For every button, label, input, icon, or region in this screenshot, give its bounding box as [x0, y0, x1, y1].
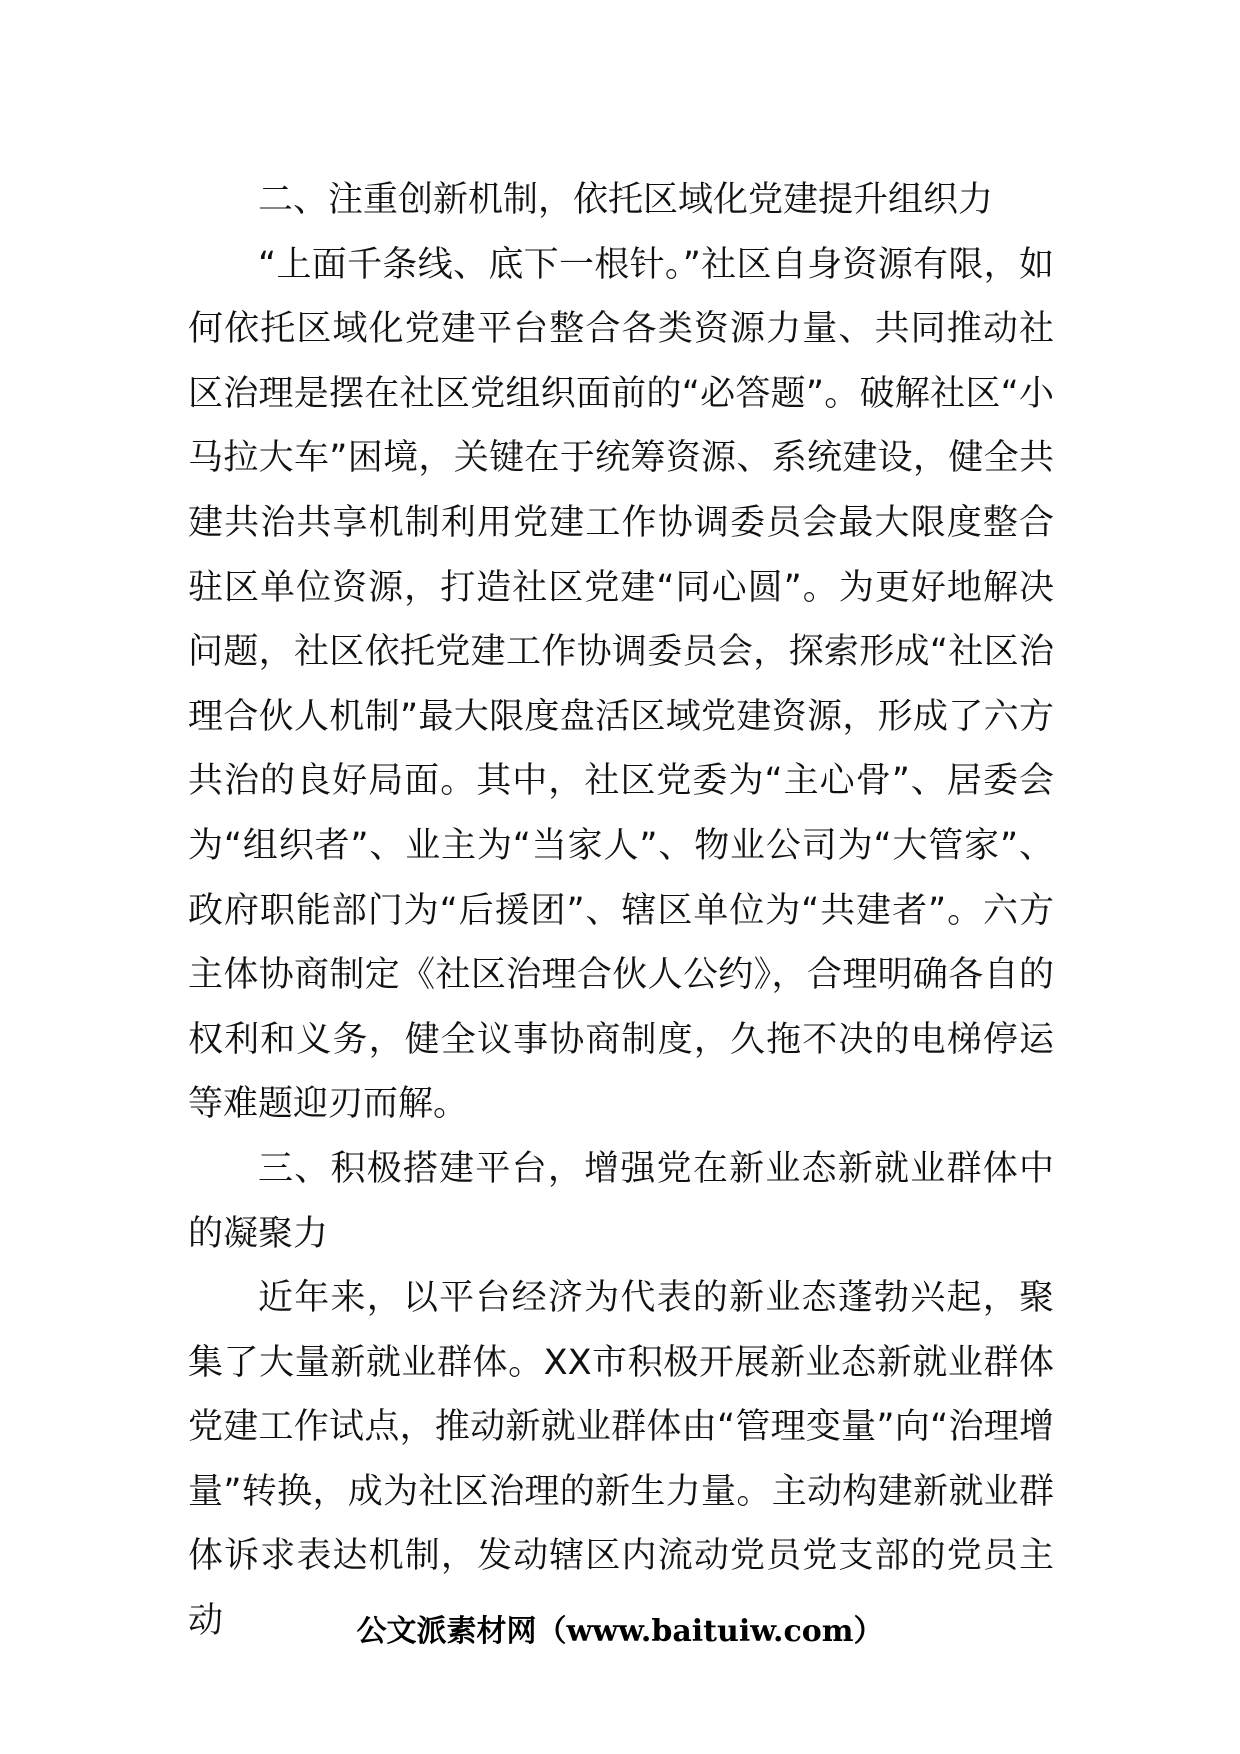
- section-heading-3: 三、积极搭建平台，增强党在新业态新就业群体中的凝聚力: [188, 1148, 1054, 1254]
- section-heading-2: 二、注重创新机制，依托区域化党建提升组织力: [258, 180, 994, 220]
- footer-watermark: 公文派素材网（www.baituiw.com）: [356, 1614, 884, 1649]
- body-paragraph-2: 近年来，以平台经济为代表的新业态蓬勃兴起，聚集了大量新就业群体。XX市积极开展新业态新就业群体党建工作试点，推动新就业群体由“管理变量”向“治理增量”转换，成为社区治理的新生力量。主动构建新就业群体诉求表达机制，发动辖区内流动党员党支部的党员主动: [188, 1278, 1054, 1642]
- body-paragraph-1: “上面千条线、底下一根针。”社区自身资源有限，如何依托区域化党建平台整合各类资源力量、共同推动社区治理是摆在社区党组织面前的“必答题”。破解社区“小马拉大车”困境，关键在于统筹资源、系统建设，健全共建共治共享机制利用党建工作协调委员会最大限度整合驻区单位资源，打造社区党建“同心圆”。为更好地解决问题，社区依托党建工作协调委员会，探索形成“社区治理合伙人机制”最大限度盘活区域党建资源，形成了六方共治的良好局面。其中，社区党委为“主心骨”、居委会为“组织者”、业主为“当家人”、物业公司为“大管家”、政府职能部门为“后援团”、辖区单位为“共建者”。六方主体协商制定《社区治理合伙人公约》，合理明确各自的权利和义务，健全议事协商制度，久拖不决的电梯停运等难题迎刃而解。: [188, 244, 1055, 1125]
- document-body: [188, 168, 1054, 1654]
